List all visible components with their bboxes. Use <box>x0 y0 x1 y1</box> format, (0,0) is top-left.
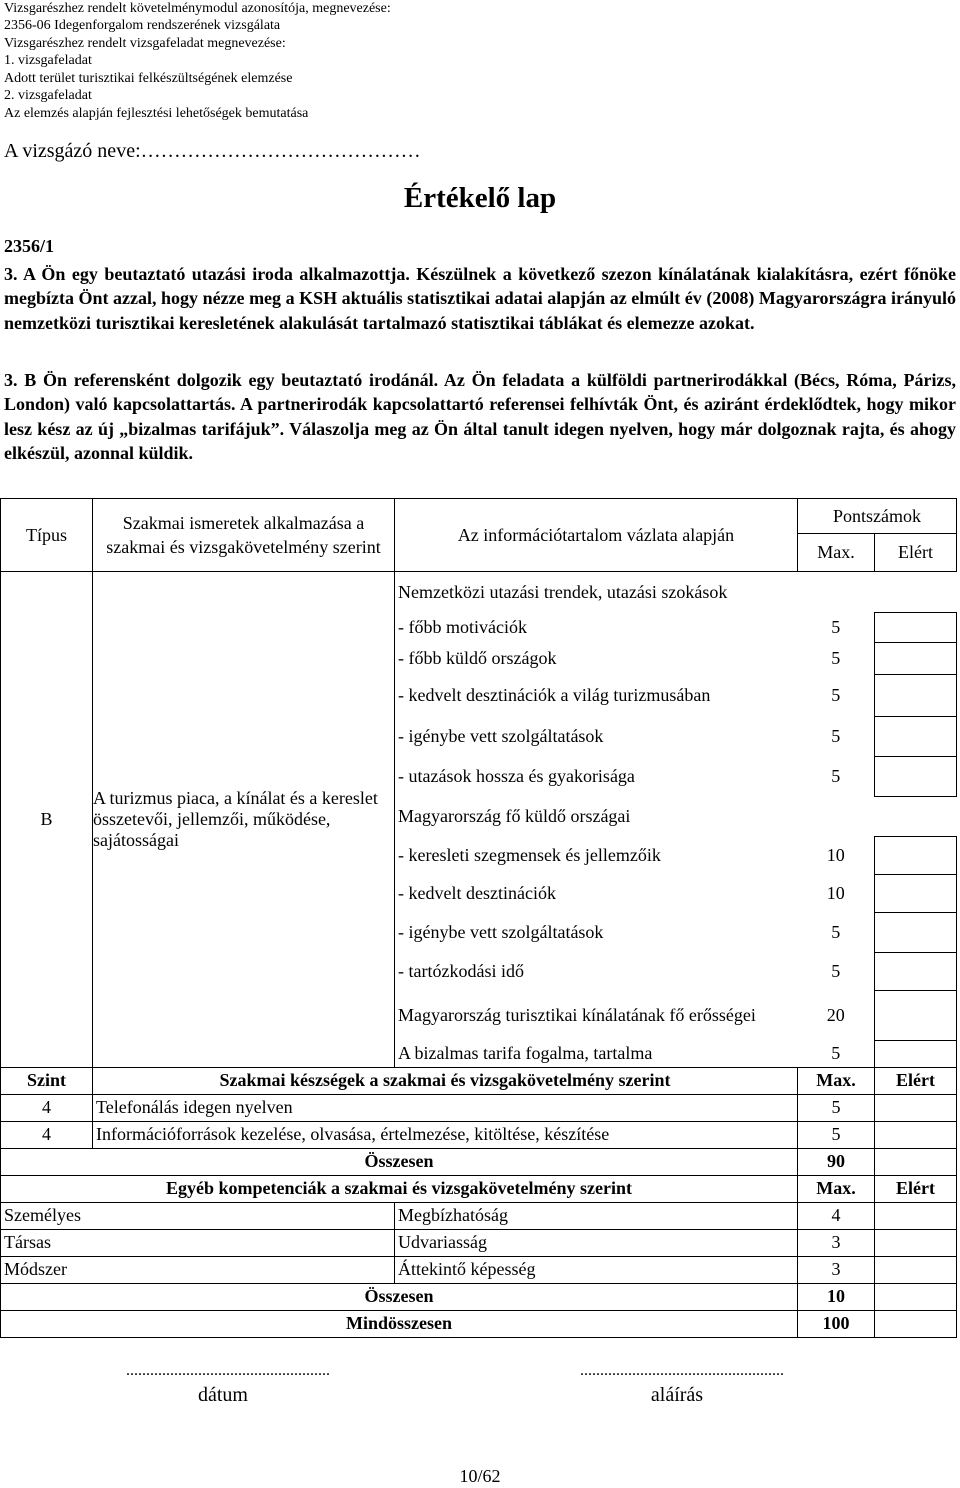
info-row: - főbb motivációk <box>398 616 527 637</box>
info-row: - kedvelt desztinációk a világ turizmusában <box>398 684 711 705</box>
task-code: 2356/1 <box>4 236 55 256</box>
competency-max: 3 <box>798 1229 875 1256</box>
achieved-cell <box>875 572 957 613</box>
subtotal-label: Összesen <box>1 1148 798 1175</box>
achieved-cell <box>875 756 957 796</box>
competency-achieved <box>875 1256 957 1283</box>
info-row: - igénybe vett szolgáltatások <box>398 725 604 746</box>
achieved-cell <box>875 952 957 990</box>
skill-achieved <box>875 1094 957 1121</box>
competency-type: Társas <box>1 1229 395 1256</box>
info-row: Magyarország fő küldő országai <box>398 805 631 826</box>
max-cell: 5 <box>831 684 841 705</box>
achieved-cell <box>875 612 957 642</box>
achieved-cell <box>875 912 957 952</box>
achieved-cell <box>875 674 957 716</box>
competency-achieved <box>875 1229 957 1256</box>
subtotal-achieved <box>875 1283 957 1310</box>
col-header-achieved: Elért <box>875 534 957 572</box>
achieved-cell <box>875 642 957 674</box>
competency-achieved <box>875 1202 957 1229</box>
skills-achieved-header: Elért <box>875 1067 957 1094</box>
info-row: - igénybe vett szolgáltatások <box>398 921 604 942</box>
max-cell: 5 <box>831 765 841 786</box>
col-header-knowledge: Szakmai ismeretek alkalmazása a szakmai és vizsgakövetelmény szerint <box>93 499 395 572</box>
competency-max: 3 <box>798 1256 875 1283</box>
info-row: - keresleti szegmensek és jellemzőik <box>398 844 661 865</box>
achieved-cell <box>875 716 957 756</box>
skill-level: 4 <box>1 1121 93 1148</box>
header-line-3: Vizsgarészhez rendelt vizsgafeladat megnevezése: <box>4 36 286 51</box>
achieved-cell <box>875 796 957 836</box>
achieved-cell <box>875 836 957 874</box>
subtotal-max: 10 <box>798 1283 875 1310</box>
info-row: A bizalmas tarifa fogalma, tartalma <box>398 1042 653 1063</box>
date-dotted-line: ................................................... <box>126 1362 330 1379</box>
evaluation-table <box>0 498 957 1338</box>
header-line-1: Vizsgarészhez rendelt követelménymodul azonosítója, megnevezése: <box>4 1 391 16</box>
header-line-7: Az elemzés alapján fejlesztési lehetőségek bemutatása <box>4 106 309 121</box>
other-competencies-title: Egyéb kompetenciák a szakmai és vizsgakövetelmény szerint <box>1 1175 798 1202</box>
skill-max: 5 <box>798 1121 875 1148</box>
skills-title: Szakmai készségek a szakmai és vizsgakövetelmény szerint <box>93 1067 798 1094</box>
skill-max: 5 <box>798 1094 875 1121</box>
header-line-2: 2356-06 Idegenforgalom rendszerének vizsgálata <box>4 18 281 33</box>
max-cell: 5 <box>831 960 841 981</box>
competency-type: Személyes <box>1 1202 395 1229</box>
knowledge-value: A turizmus piaca, a kínálat és a kereslet összetevői, jellemzői, működése, sajátosságai <box>93 572 395 1068</box>
achieved-cell <box>875 990 957 1040</box>
task-a-description: 3. A Ön egy beutaztató utazási iroda alkalmazottja. Készülnek a következő szezon kínálatának kialakításra, ezért főnöke megbízta Önt azzal, hogy nézze meg a KSH aktuális statisztikai adatai alapján az elmúlt év (2008) Magyarországra irányuló nemzetközi turisztikai keresletének alakulását tartalmazó statisztikai táblákat és elemezze azokat. <box>4 264 956 333</box>
info-row: - utazások hossza és gyakorisága <box>398 765 635 786</box>
header-line-5: Adott terület turisztikai felkészültségének elemzése <box>4 71 293 86</box>
col-header-type: Típus <box>1 499 93 572</box>
competency-text: Megbízhatóság <box>395 1202 798 1229</box>
competency-max: 4 <box>798 1202 875 1229</box>
grand-total-max: 100 <box>798 1310 875 1337</box>
other-achieved-header: Elért <box>875 1175 957 1202</box>
skill-text: Telefonálás idegen nyelven <box>93 1094 798 1121</box>
achieved-cell <box>875 1040 957 1067</box>
info-row: Magyarország turisztikai kínálatának fő erősségei <box>398 1004 756 1025</box>
competency-text: Udvariasság <box>395 1229 798 1256</box>
grand-total-label: Mindösszesen <box>1 1310 798 1337</box>
max-cell: 20 <box>826 1004 845 1025</box>
task-b-description: 3. B Ön referensként dolgozik egy beutaztató irodánál. Az Ön feladata a külföldi partnerirodákkal (Bécs, Róma, Párizs, London) való kapcsolattartás. A partnerirodák kapcsolattartó referensei felhívták Önt, és aziránt érdeklődtek, hogy mikor lesz kész az új „bizalmas tarifájuk”. Válaszolja meg az Ön által tanult idegen nyelven, hogy már dolgoznak rajta, és ahogy elkészül, azonnal küldik. <box>4 370 956 464</box>
competency-text: Áttekintő képesség <box>395 1256 798 1283</box>
signature-label: aláírás <box>650 1384 704 1406</box>
other-max-header: Max. <box>798 1175 875 1202</box>
skill-achieved <box>875 1121 957 1148</box>
max-cell: 5 <box>831 1042 841 1063</box>
max-cell: 10 <box>826 882 845 903</box>
type-value: B <box>1 572 93 1068</box>
subtotal-achieved <box>875 1148 957 1175</box>
max-cell: 5 <box>831 725 841 746</box>
date-label: dátum <box>198 1384 248 1406</box>
info-row: Nemzetközi utazási trendek, utazási szokások <box>398 581 728 602</box>
col-header-info: Az információtartalom vázlata alapján <box>395 499 798 572</box>
subtotal-max: 90 <box>798 1148 875 1175</box>
grand-total-achieved <box>875 1310 957 1337</box>
info-row: - tartózkodási idő <box>398 960 524 981</box>
info-row: - kedvelt desztinációk <box>398 882 556 903</box>
max-cell: 5 <box>831 616 841 637</box>
subtotal-label: Összesen <box>1 1283 798 1310</box>
achieved-cell <box>875 874 957 912</box>
page-number: 10/62 <box>459 1466 501 1486</box>
max-cell: 5 <box>831 921 841 942</box>
max-cell: 10 <box>826 844 845 865</box>
col-header-points: Pontszámok <box>798 499 957 534</box>
max-cell: 5 <box>831 647 841 668</box>
header-line-4: 1. vizsgafeladat <box>4 53 92 68</box>
signature-dotted-line: ................................................... <box>580 1362 784 1379</box>
candidate-name-label: A vizsgázó neve:…………………………………… <box>4 140 421 162</box>
skill-level: 4 <box>1 1094 93 1121</box>
skills-max-header: Max. <box>798 1067 875 1094</box>
header-line-6: 2. vizsgafeladat <box>4 88 92 103</box>
competency-type: Módszer <box>1 1256 395 1283</box>
col-header-max: Max. <box>798 534 875 572</box>
info-row: - főbb küldő országok <box>398 647 557 668</box>
skills-level-header: Szint <box>1 1067 93 1094</box>
page-title: Értékelő lap <box>403 182 557 214</box>
skill-text: Információforrások kezelése, olvasása, értelmezése, kitöltése, készítése <box>93 1121 798 1148</box>
